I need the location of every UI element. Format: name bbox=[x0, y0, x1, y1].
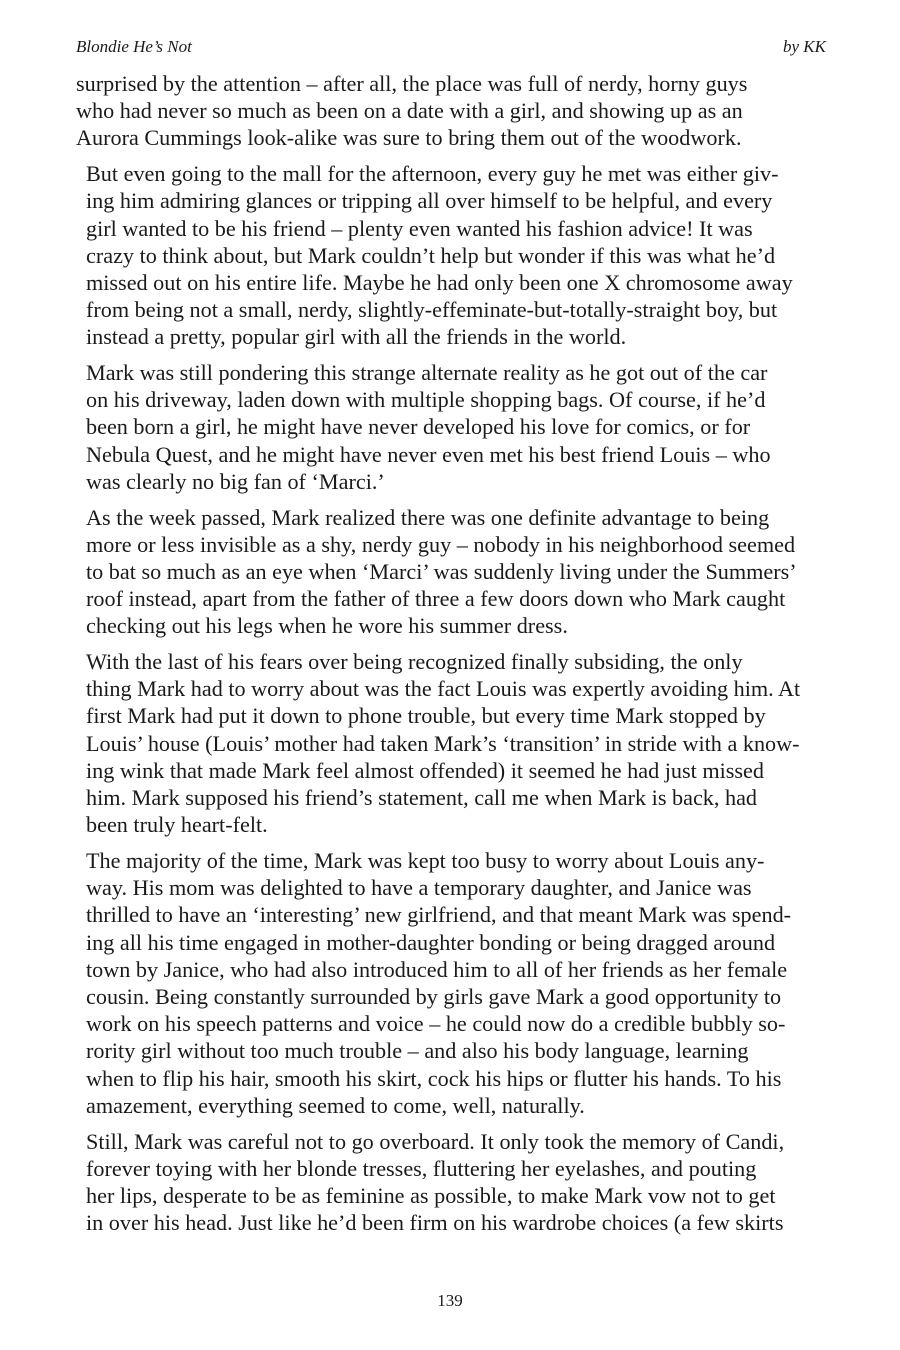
paragraph bbox=[76, 847, 826, 1119]
text-line: first Mark had put it down to phone trouble, but every time Mark stopped by bbox=[86, 703, 766, 729]
text-line: With the last of his fears over being recognized finally subsiding, the only bbox=[86, 649, 743, 675]
text-line: checking out his legs when he wore his summer dress. bbox=[86, 613, 568, 639]
text-line: roof instead, apart from the father of three a few doors down who Mark caught bbox=[86, 586, 786, 612]
paragraph bbox=[76, 1128, 826, 1237]
text-line: more or less invisible as a shy, nerdy guy – nobody in his neighborhood seemed bbox=[86, 531, 796, 557]
text-line: girl wanted to be his friend – plenty even wanted his fashion advice! It was bbox=[86, 215, 753, 241]
book-author: by KK bbox=[783, 37, 826, 56]
text-line: her lips, desperate to be as feminine as possible, to make Mark vow not to get bbox=[86, 1182, 776, 1208]
text-line: Aurora Cummings look-alike was sure to bring them out of the woodwork. bbox=[76, 125, 742, 151]
text-line: ing all his time engaged in mother-daughter bonding or being dragged around bbox=[86, 929, 776, 955]
text-line: on his driveway, laden down with multiple shopping bags. Of course, if he’d bbox=[86, 387, 766, 413]
text-line: who had never so much as been on a date with a girl, and showing up as an bbox=[76, 98, 743, 124]
page-number: 139 bbox=[437, 1291, 463, 1310]
text-line: rority girl without too much trouble – and also his body language, learning bbox=[86, 1038, 749, 1064]
body-text bbox=[76, 70, 826, 1236]
text-line: way. His mom was delighted to have a temporary daughter, and Janice was bbox=[86, 875, 752, 901]
text-line: The majority of the time, Mark was kept too busy to worry about Louis any- bbox=[86, 847, 765, 873]
text-line: But even going to the mall for the afternoon, every guy he met was either giv- bbox=[86, 161, 779, 187]
paragraph bbox=[76, 504, 826, 640]
paragraph bbox=[76, 70, 826, 152]
running-header bbox=[76, 36, 826, 58]
text-line: thing Mark had to worry about was the fact Louis was expertly avoiding him. At bbox=[86, 676, 801, 702]
text-line: him. Mark supposed his friend’s statement, call me when Mark is back, had bbox=[86, 785, 758, 811]
paragraph bbox=[76, 648, 826, 838]
paragraph bbox=[76, 359, 826, 495]
book-title: Blondie He’s Not bbox=[76, 37, 192, 56]
text-line: As the week passed, Mark realized there was one definite advantage to being bbox=[86, 504, 770, 530]
text-line: been born a girl, he might have never developed his love for comics, or for bbox=[86, 414, 751, 440]
text-line: crazy to think about, but Mark couldn’t help but wonder if this was what he’d bbox=[86, 242, 776, 268]
text-line: Nebula Quest, and he might have never even met his best friend Louis – who bbox=[86, 441, 771, 467]
text-line: ing wink that made Mark feel almost offended) it seemed he had just missed bbox=[86, 757, 764, 783]
paragraph bbox=[76, 160, 826, 350]
text-line: instead a pretty, popular girl with all the friends in the world. bbox=[86, 324, 627, 350]
text-line: when to flip his hair, smooth his skirt, cock his hips or flutter his hands. To his bbox=[86, 1065, 782, 1091]
text-line: town by Janice, who had also introduced him to all of her friends as her female bbox=[86, 956, 788, 982]
text-line: to bat so much as an eye when ‘Marci’ was suddenly living under the Summers’ bbox=[86, 558, 797, 584]
text-line: cousin. Being constantly surrounded by girls gave Mark a good opportunity to bbox=[86, 984, 782, 1009]
text-line: in over his head. Just like he’d been firm on his wardrobe choices (a few skirts bbox=[86, 1210, 784, 1236]
text-line: amazement, everything seemed to come, well, naturally. bbox=[86, 1092, 585, 1118]
book-page bbox=[76, 36, 826, 1245]
text-line: thrilled to have an ‘interesting’ new girlfriend, and that meant Mark was spend- bbox=[86, 902, 792, 928]
text-line: Still, Mark was careful not to go overboard. It only took the memory of Candi, bbox=[86, 1128, 785, 1154]
text-line: work on his speech patterns and voice – he could now do a credible bubbly so- bbox=[86, 1011, 786, 1037]
text-line: surprised by the attention – after all, the place was full of nerdy, horny guys bbox=[76, 71, 748, 96]
text-line: Louis’ house (Louis’ mother had taken Mark’s ‘transition’ in stride with a know- bbox=[86, 730, 800, 756]
text-line: Mark was still pondering this strange alternate reality as he got out of the car bbox=[86, 360, 768, 386]
text-line: missed out on his entire life. Maybe he had only been one X chromosome away bbox=[86, 269, 793, 295]
text-line: was clearly no big fan of ‘Marci.’ bbox=[86, 468, 385, 494]
text-line: been truly heart-felt. bbox=[86, 812, 268, 838]
text-line: forever toying with her blonde tresses, fluttering her eyelashes, and pouting bbox=[86, 1155, 757, 1181]
text-line: ing him admiring glances or tripping all over himself to be helpful, and every bbox=[86, 188, 773, 214]
text-line: from being not a small, nerdy, slightly-effeminate-but-totally-straight boy, but bbox=[86, 297, 778, 323]
